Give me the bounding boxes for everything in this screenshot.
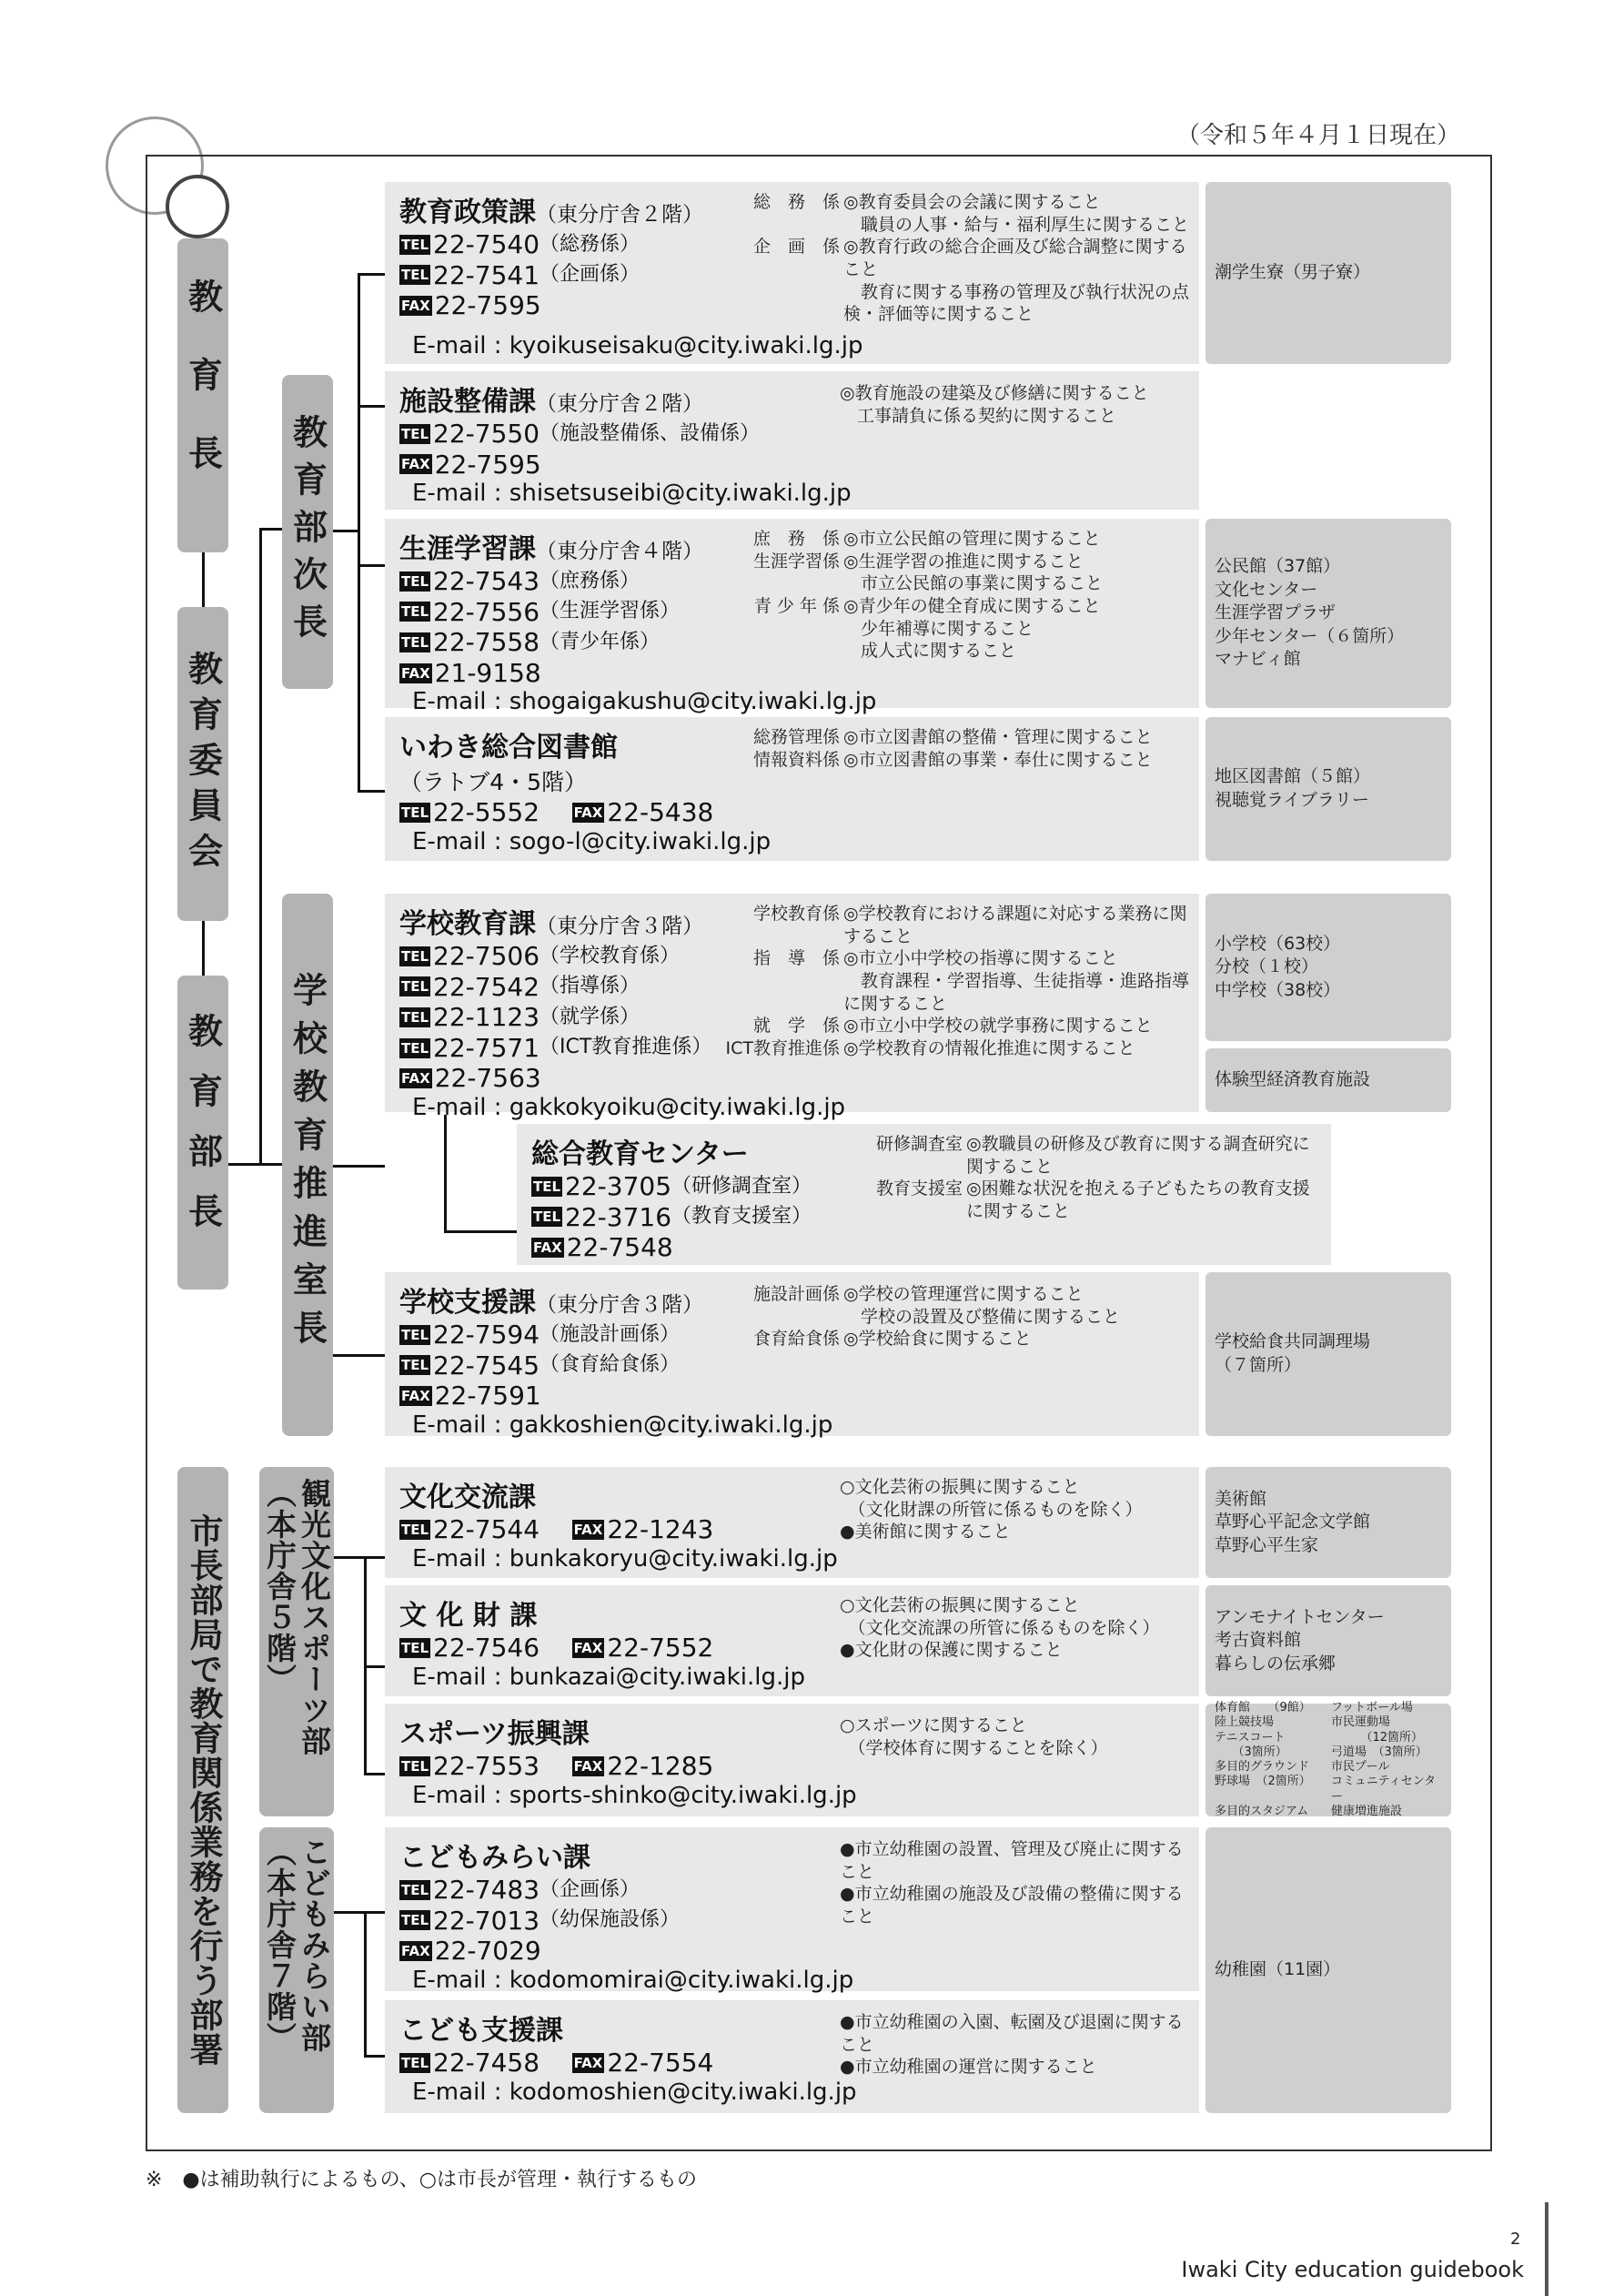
duties: 研修調査室 ◎教職員の研修及び教育に関する調査研究に関すること 教育支援室 ◎困難な状況を抱える子どもたちの教育支援に関すること (875, 1134, 1310, 1222)
suishin-label: 学校教育推進室長 (287, 972, 328, 1358)
email: E-mail : sports-shinko@city.iwaki.lg.jp (412, 1781, 857, 1809)
email: E-mail : shogaigakushu@city.iwaki.lg.jp (412, 688, 877, 716)
facilities: 幼稚園（11園） (1205, 1827, 1451, 2113)
facilities: 潮学生寮（男子寮） (1205, 182, 1451, 364)
section-title: 学校支援課（東分庁舎３階） (399, 1287, 703, 1319)
duties: ○文化芸術の振興に関すること （文化交流課の所管に係るものを除く） ●文化財の保護に関すること (840, 1595, 1160, 1661)
section-library (385, 717, 1199, 861)
section-gakkoshien (385, 1272, 1199, 1439)
phone: TEL 22-7558 （青少年係） (401, 627, 661, 658)
footnote: ※ ●は補助執行によるもの、○は市長が管理・執行するもの (146, 2169, 697, 2191)
section-title: 総合教育センター (531, 1138, 749, 1170)
phone: TEL 22-7542 （指導係） (401, 971, 641, 1002)
page-bar (1545, 2202, 1548, 2296)
facilities: 美術館 草野心平記念文学館 草野心平生家 (1205, 1467, 1451, 1578)
section-kodomomirai (385, 1827, 1199, 1994)
email: E-mail : kodomomirai@city.iwaki.lg.jp (412, 1966, 854, 1994)
fax: FAX 22-7029 (401, 1936, 541, 1967)
section-title: 学校教育課（東分庁舎３階） (399, 908, 703, 940)
duties: ◎教育施設の建築及び修繕に関すること 工事請負に係る契約に関すること (840, 383, 1149, 426)
section-title: 教育政策課（東分庁舎２階） (399, 197, 703, 228)
duties: ●市立幼稚園の入園、転園及び退園に関すること ●市立幼稚園の運営に関すること (840, 2012, 1184, 2078)
facilities: 公民館（37館） 文化センター 生涯学習プラザ 少年センター（６箇所） マナビィ館 (1205, 519, 1451, 708)
fax: FAX 22-7591 (401, 1381, 541, 1411)
phone: TEL 22-7550 （施設整備係、設備係） (401, 419, 761, 449)
jichou-box (282, 375, 333, 689)
section-kodomoshien (385, 2000, 1199, 2113)
facilities: 地区図書館（５館） 視聴覚ライブラリー (1205, 717, 1451, 861)
suishin-box (282, 894, 333, 1436)
duties: 総務管理係 ◎市立図書館の整備・管理に関すること 情報資料係 ◎市立図書館の事業・奉仕に関すること (752, 727, 1153, 770)
iinkai-label: 教育委員会 (182, 650, 223, 878)
kanko-label: 観光文化スポーツ部（本庁舎５階） (262, 1478, 332, 1756)
section-title: 文化交流課 (399, 1482, 536, 1513)
duties: 総 務 係 ◎教育委員会の会議に関すること 職員の人事・給与・福利厚生に関すること 企 画 係 ◎教育行政の総合企画及び総合調整に関すること 教育に関する事務の管理及び執行状況の点検・評価等に関すること (752, 192, 1190, 325)
fax: FAX 21-9158 (401, 657, 541, 688)
section-title: 文 化 財 課 (399, 1600, 538, 1632)
section-title: こども支援課 (399, 2015, 563, 2047)
duties: 庶 務 係 ◎市立公民館の管理に関すること 生涯学習係 ◎生涯学習の推進に関すること 市立公民館の事業に関すること 青 少 年 係 ◎青少年の健全育成に関すること 少年補導に関すること 成人式に関すること (752, 529, 1104, 662)
shicho-label: 市長部局で教育関係業務を行う部署 (184, 1513, 223, 2067)
facilities: 学校給食共同調理場 （７箇所） (1205, 1272, 1451, 1436)
phone: TEL 22-7545 （食育給食係） (401, 1350, 681, 1381)
phone: TEL 22-5552 FAX 22-5438 (401, 797, 714, 827)
facilities-grid: 体育館 （9館） フットボール場 陸上競技場 市民運動場 テニスコート （12箇所） （3箇所） 弓道場 （3箇所） 多目的グラウンド 市民プール 野球場 （2箇所） コミュニティセンター 多目的スタジアム 健康増進施設 (1205, 1704, 1451, 1816)
section-bunkakoryu (385, 1467, 1199, 1578)
section-location: （ラトブ4・5階） (399, 769, 588, 795)
section-shisetsuseibi (385, 371, 1199, 510)
fax: FAX 22-7595 (401, 290, 541, 321)
email: E-mail : gakkoshien@city.iwaki.lg.jp (412, 1411, 833, 1439)
fax: FAX 22-7548 (533, 1232, 673, 1263)
email: E-mail : bunkakoryu@city.iwaki.lg.jp (412, 1544, 838, 1573)
email: E-mail : gakkokyoiku@city.iwaki.lg.jp (412, 1093, 846, 1121)
facilities-2: 体験型経済教育施設 (1205, 1048, 1451, 1112)
facilities-empty (1205, 371, 1451, 510)
section-bunkazai (385, 1585, 1199, 1696)
duties: ●市立幼稚園の設置、管理及び廃止に関すること ●市立幼稚園の施設及び設備の整備に関すること (840, 1839, 1184, 1927)
kanko-box (259, 1467, 334, 1816)
shicho-box (177, 1467, 228, 2113)
phone: TEL 22-7556 （生涯学習係） (401, 596, 681, 627)
section-sports (385, 1704, 1199, 1816)
email: E-mail : shisetsuseibi@city.iwaki.lg.jp (412, 480, 852, 508)
kodomo-label: こどもみらい部（本庁舎７階） (262, 1836, 332, 2053)
phone: TEL 22-3705 （研修調査室） (533, 1171, 812, 1201)
email: E-mail : sogo-l@city.iwaki.lg.jp (412, 827, 772, 855)
phone: TEL 22-7541 （企画係） (401, 259, 641, 290)
iinkai-box (177, 607, 228, 921)
section-shogaigakushu (385, 519, 1199, 716)
email: E-mail : kodomoshien@city.iwaki.lg.jp (412, 2078, 857, 2106)
section-title: スポーツ振興課 (399, 1718, 590, 1750)
section-title: 施設整備課（東分庁舎２階） (399, 386, 703, 418)
phone: TEL 22-7543 （庶務係） (401, 566, 641, 596)
phone: TEL 22-7483 （企画係） (401, 1875, 641, 1905)
jichou-label: 教育部次長 (287, 413, 328, 651)
phone: TEL 22-7553 FAX 22-1285 (401, 1751, 714, 1781)
facilities: アンモナイトセンター 考古資料館 暮らしの伝承郷 (1205, 1585, 1451, 1696)
phone: TEL 22-7540 （総務係） (401, 229, 641, 259)
buchou-box (177, 976, 228, 1290)
phone: TEL 22-7544 FAX 22-1243 (401, 1514, 714, 1544)
as-of-date: （令和５年４月１日現在） (1175, 122, 1460, 149)
section-education-center (517, 1124, 1331, 1265)
page-number: 2 (1510, 2230, 1521, 2249)
fax: FAX 22-7563 (401, 1063, 541, 1094)
phone: TEL 22-3716 （教育支援室） (533, 1201, 812, 1232)
kyoikucho-label: 教育長 (182, 278, 223, 513)
section-gakkokyoiku (385, 894, 1199, 1121)
duties: ○文化芸術の振興に関すること （文化財課の所管に係るものを除く） ●美術館に関すること (840, 1477, 1143, 1542)
decor-circle-inner (166, 175, 229, 238)
duties: 施設計画係 ◎学校の管理運営に関すること 学校の設置及び整備に関すること 食育給食係 ◎学校給食に関すること (752, 1284, 1121, 1350)
section-title: 生涯学習課（東分庁舎４階） (399, 533, 703, 565)
section-title: こどもみらい課 (399, 1842, 590, 1874)
fax: FAX 22-7595 (401, 449, 541, 480)
facilities: 小学校（63校） 分校（１校） 中学校（38校） (1205, 894, 1451, 1041)
phone: TEL 22-7458 FAX 22-7554 (401, 2048, 714, 2078)
phone: TEL 22-7546 FAX 22-7552 (401, 1633, 714, 1663)
duties: ○スポーツに関すること （学校体育に関することを除く） (840, 1715, 1108, 1758)
duties: 学校教育係 ◎学校教育における課題に対応する業務に関すること 指 導 係 ◎市立小中学校の指導に関すること 教育課程・学習指導、生徒指導・進路指導に関すること 就 学 係 ◎市立小中学校の就学事務に関すること ICT教育推進係 ◎学校教育の情報化推進に関すること (725, 904, 1190, 1059)
phone: TEL 22-7013 （幼保施設係） (401, 1905, 681, 1936)
section-kyoikuseisaku (385, 182, 1199, 364)
email: E-mail : bunkazai@city.iwaki.lg.jp (412, 1663, 805, 1691)
kodomo-box (259, 1827, 334, 2113)
section-title: いわき総合図書館 (399, 732, 618, 764)
guidebook-title: Iwaki City education guidebook (1181, 2257, 1524, 2282)
buchou-label: 教育部長 (182, 1012, 223, 1253)
phone: TEL 22-1123 （就学係） (401, 1002, 641, 1033)
kyoikucho-box (177, 238, 228, 552)
phone: TEL 22-7571 （ICT教育推進係） (401, 1032, 712, 1063)
email: E-mail : kyoikuseisaku@city.iwaki.lg.jp (412, 331, 863, 359)
phone: TEL 22-7506 （学校教育係） (401, 941, 681, 971)
phone: TEL 22-7594 （施設計画係） (401, 1320, 681, 1350)
